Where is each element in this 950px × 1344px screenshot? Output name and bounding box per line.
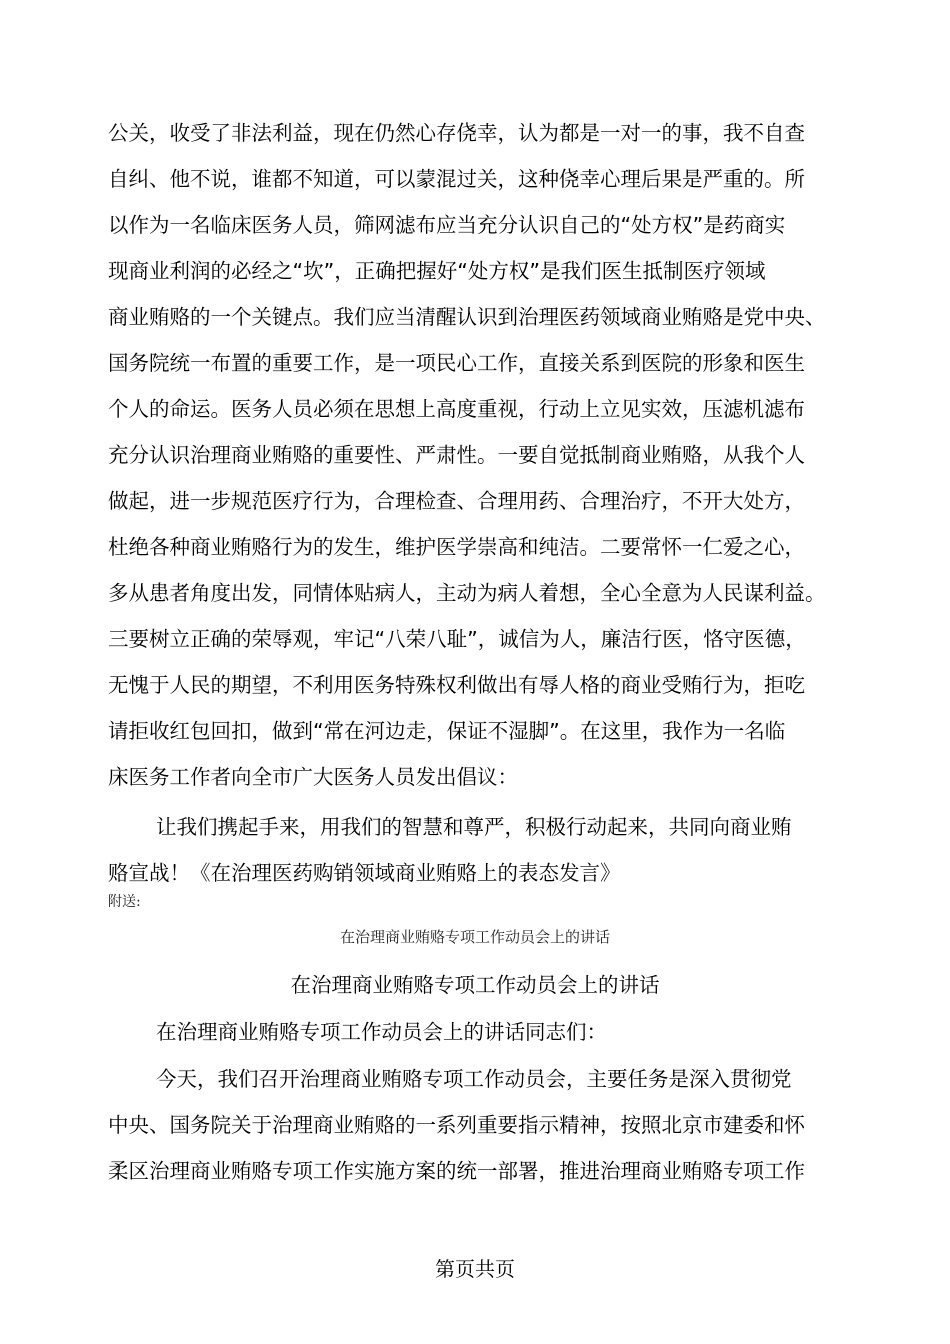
body-line: 个人的命运。医务人员必须在思想上高度重视，行动上立见实效，压滤机滤布 [108, 397, 805, 421]
body-line: 无愧于人民的期望，不利用医务特殊权利做出有辱人格的商业受贿行为，拒吃 [108, 673, 805, 697]
body-line: 床医务工作者向全市广大医务人员发出倡议： [108, 765, 518, 789]
body-line: 充分认识治理商业贿赂的重要性、严肃性。一要自觉抵制商业贿赂，从我个人 [108, 443, 805, 467]
closing-line: 让我们携起手来，用我们的智慧和尊严，积极行动起来，共同向商业贿 [156, 815, 792, 839]
body-line: 杜绝各种商业贿赂行为的发生，维护医学崇高和纯洁。二要常怀一仁爱之心， [108, 535, 805, 559]
page-footer: 第页共页 [435, 1257, 515, 1281]
speech-line: 柔区治理商业贿赂专项工作实施方案的统一部署，推进治理商业贿赂专项工作 [108, 1159, 805, 1183]
body-line: 以作为一名临床医务人员，筛网滤布应当充分认识自己的“处方权”是药商实 [108, 213, 786, 237]
attachment-title: 在治理商业贿赂专项工作动员会上的讲话 [339, 928, 610, 946]
body-line: 自纠、他不说，谁都不知道，可以蒙混过关，这种侥幸心理后果是严重的。所 [108, 167, 805, 191]
speech-line: 中央、国务院关于治理商业贿赂的一系列重要指示精神，按照北京市建委和怀 [108, 1113, 805, 1137]
attachment-label: 附送: [108, 894, 141, 910]
body-line: 现商业利润的必经之“坎”，正确把握好“处方权”是我们医生抵制医疗领域 [108, 259, 766, 283]
body-line: 国务院统一布置的重要工作，是一项民心工作，直接关系到医院的形象和医生 [108, 351, 805, 375]
speech-salutation: 在治理商业贿赂专项工作动员会上的讲话同志们： [156, 1020, 607, 1044]
body-line: 公关，收受了非法利益，现在仍然心存侥幸，认为都是一对一的事，我不自查 [108, 121, 805, 145]
speech-title: 在治理商业贿赂专项工作动员会上的讲话 [290, 973, 660, 997]
speech-line: 今天，我们召开治理商业贿赂专项工作动员会，主要任务是深入贯彻党 [156, 1067, 792, 1091]
body-line: 商业贿赂的一个关键点。我们应当清醒认识到治理医药领域商业贿赂是党中央、 [108, 305, 826, 329]
body-line: 三要树立正确的荣辱观，牢记“八荣八耻”，诚信为人，廉洁行医，恪守医德， [108, 627, 806, 651]
body-line: 多从患者角度出发，同情体贴病人，主动为病人着想，全心全意为人民谋利益。 [108, 581, 826, 605]
body-line: 请拒收红包回扣，做到“常在河边走，保证不湿脚”。在这里，我作为一名临 [108, 719, 786, 743]
closing-line: 赂宣战！《在治理医药购销领域商业贿赂上的表态发言》 [108, 861, 621, 885]
body-line: 做起，进一步规范医疗行为，合理检查、合理用药、合理治疗，不开大处方， [108, 489, 805, 513]
